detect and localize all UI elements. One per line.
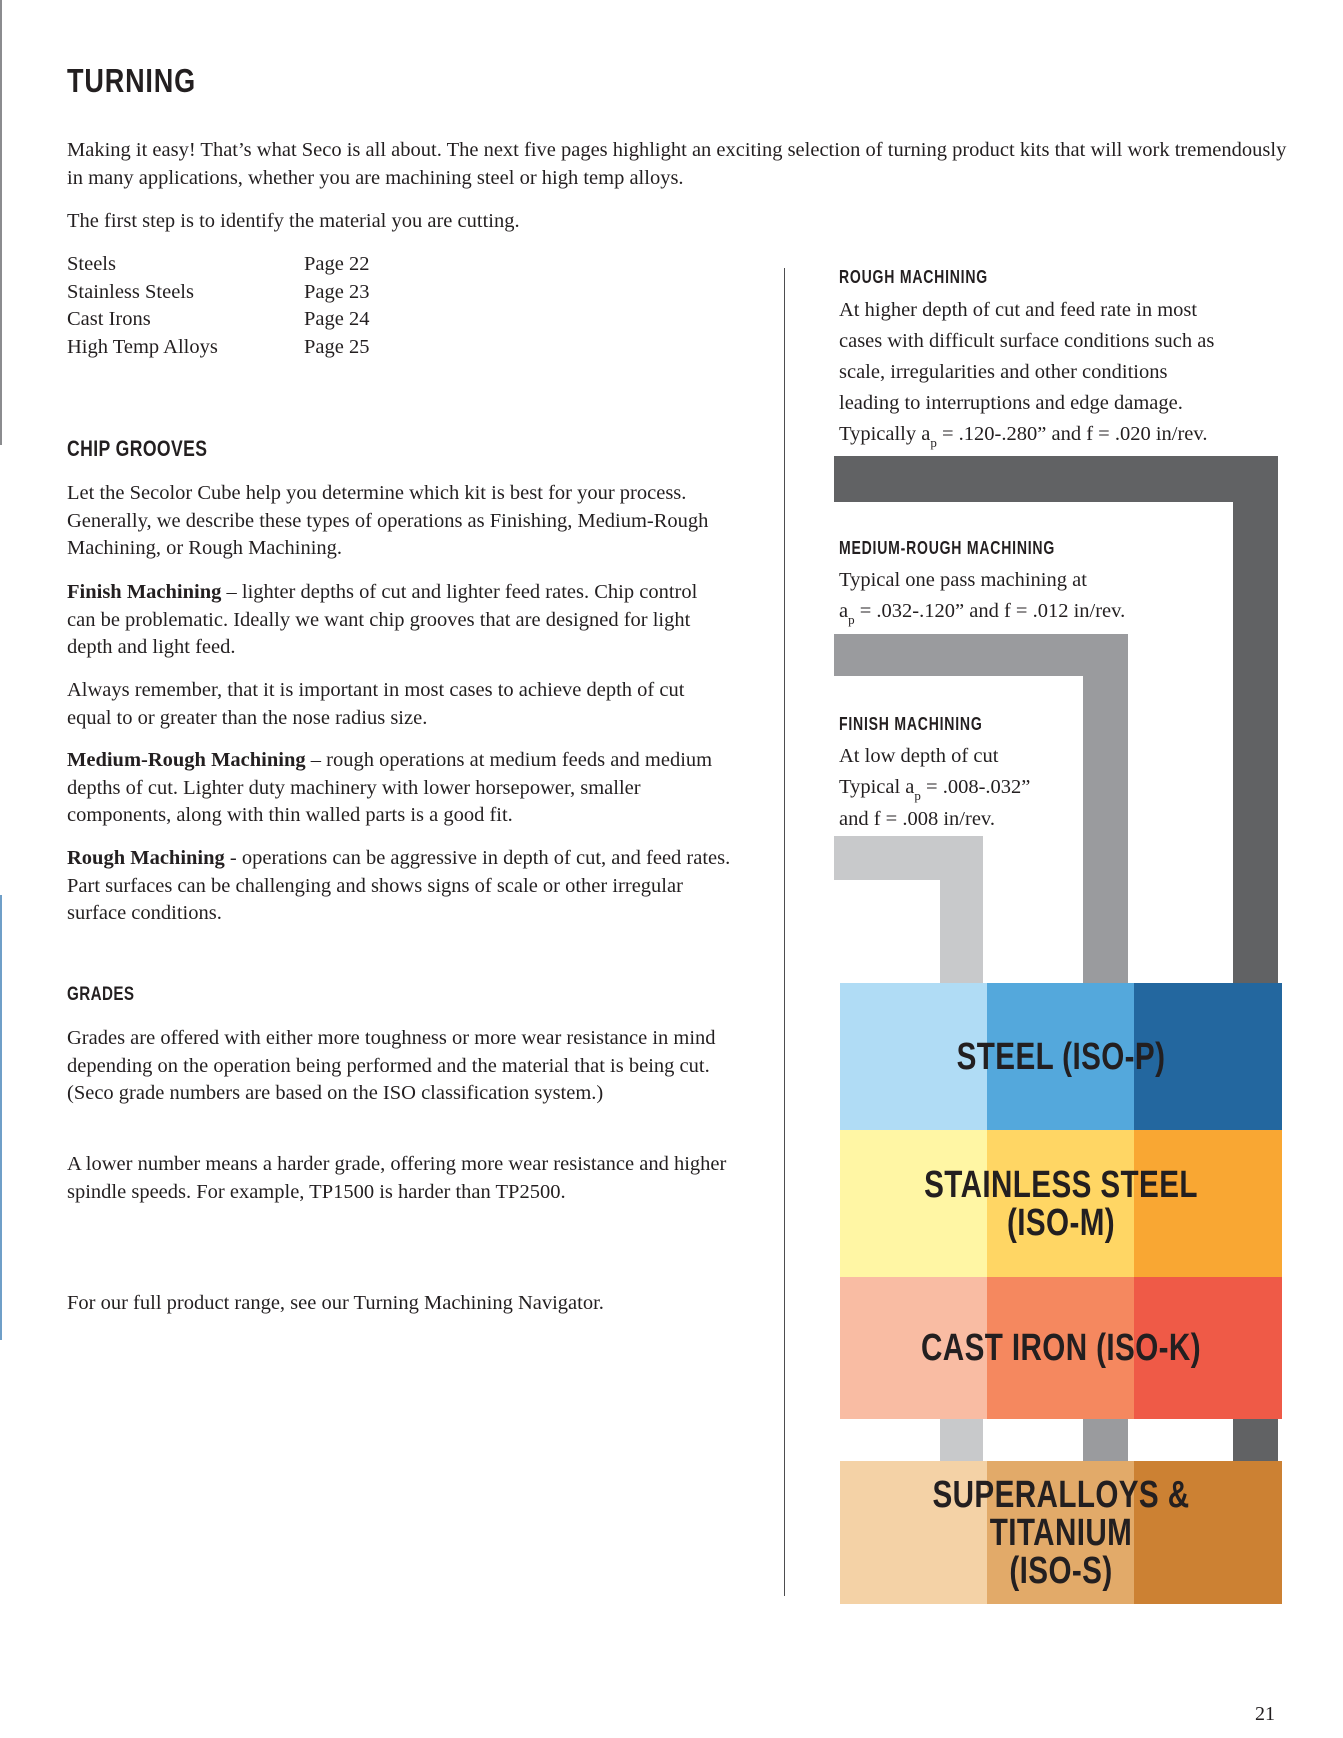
page-number: 21 <box>1255 1703 1275 1725</box>
grades-heading: GRADES <box>67 984 135 1005</box>
rough-line-1: At higher depth of cut and feed rate in most <box>839 299 1198 321</box>
finish-line-2-b: = .008-.032” <box>920 776 1031 798</box>
finish-line-3: and f = .008 in/rev. <box>839 808 995 830</box>
medium-rough-description <box>839 565 1239 628</box>
material-page: Page 23 <box>304 280 370 303</box>
grades-paragraph-2: A lower number means a harder grade, offering more wear resistance and higher spindle speeds. For example, TP1500 is harder than TP2500. <box>67 1153 727 1203</box>
rough-machining-paragraph <box>67 845 747 928</box>
material-list <box>67 251 369 361</box>
medium-line-1: Typical one pass machining at <box>839 569 1087 591</box>
finish-machining-paragraph <box>67 579 727 662</box>
band-superalloys-label-line-2: (ISO-S) <box>1009 1549 1113 1592</box>
band-superalloys-label <box>889 1461 1234 1604</box>
material-row <box>67 251 369 279</box>
finish-machining-term: Finish Machining <box>67 581 222 603</box>
intro-paragraph: Making it easy! That’s what Seco is all about. The next five pages highlight an exciting selection of turning product kits that will work tremendously in many applications, whether you are machining steel or high temp alloys. <box>67 139 1287 189</box>
finish-line-1: At low depth of cut <box>839 745 999 767</box>
left-edge-line-blue <box>0 895 2 1340</box>
finish-line-2-sub: p <box>914 788 921 803</box>
medium-machining-paragraph <box>67 747 747 830</box>
rough-machining-description <box>839 295 1279 451</box>
remember-paragraph: Always remember, that it is important in most cases to achieve depth of cut equal to or greater than the nose radius size. <box>67 679 685 729</box>
material-name: Steels <box>67 253 116 275</box>
chip-grooves-heading: CHIP GROOVES <box>67 436 208 461</box>
medium-line-2-a: a <box>839 600 849 622</box>
first-step-text: The first step is to identify the material you are cutting. <box>67 210 520 232</box>
finish-line-2 <box>839 772 1079 804</box>
finish-machining-title: FINISH MACHINING <box>839 714 983 734</box>
left-edge-line-gray <box>0 0 2 445</box>
rough-bracket-top <box>834 456 1278 502</box>
rough-machining-text: - operations can be aggressive in depth of cut, and feed rates. Part surfaces can be challenging and shows signs of scale or other irregular surface conditions. <box>67 847 731 924</box>
chip-grooves-intro: Let the Secolor Cube help you determine which kit is best for your process. Generally, we describe these types of operations as Finishing, Medium-Rough Machining, or Rough Machining. <box>67 482 709 559</box>
finish-line-2-a: Typical a <box>839 776 915 798</box>
rough-machining-title: ROUGH MACHINING <box>839 267 988 287</box>
band-stainless-label: STAINLESS STEEL (ISO-M) <box>924 1163 1198 1244</box>
medium-machining-term: Medium-Rough Machining <box>67 749 306 771</box>
band-stainless <box>840 1130 1282 1277</box>
band-steel <box>840 983 1282 1130</box>
rough-line-3: scale, irregularities and other conditions <box>839 361 1168 383</box>
rough-line-5-a: Typically a <box>839 423 931 445</box>
band-cast-iron-label: CAST IRON (ISO-K) <box>921 1327 1201 1369</box>
rough-machining-term: Rough Machining <box>67 847 225 869</box>
rough-line-4: leading to interruptions and edge damage. <box>839 392 1183 414</box>
grades-paragraph-1: Grades are offered with either more toughness or more wear resistance in mind depending on the operation being performed and the material that is being cut. (Seco grade numbers are based on the ISO classification system.) <box>67 1027 716 1104</box>
material-name: Cast Irons <box>67 308 151 330</box>
finish-machining-text: – lighter depths of cut and lighter feed rates. Chip control can be problematic. Ideally we want chip grooves that are designed for light depth and light feed. <box>67 581 698 658</box>
medium-line-2-sub: p <box>848 612 855 627</box>
rough-line-2: cases with difficult surface conditions such as <box>839 330 1215 352</box>
material-page: Page 25 <box>304 335 370 358</box>
page-title: TURNING <box>67 62 197 99</box>
medium-line-2-b: = .032-.120” and f = .012 in/rev. <box>854 600 1126 622</box>
navigator-text: For our full product range, see our Turning Machining Navigator. <box>67 1292 604 1314</box>
material-row <box>67 279 369 307</box>
column-divider <box>784 268 785 1596</box>
rough-line-5-sub: p <box>930 435 937 450</box>
medium-line-2 <box>839 596 1239 628</box>
band-steel-label: STEEL (ISO-P) <box>956 1035 1166 1078</box>
medium-rough-machining-title: MEDIUM-ROUGH MACHINING <box>839 538 1056 558</box>
material-page: Page 24 <box>304 308 370 330</box>
rough-line-5 <box>839 419 1279 451</box>
rough-line-5-b: = .120-.280” and f = .020 in/rev. <box>936 423 1208 445</box>
medium-machining-text: – rough operations at medium feeds and medium depths of cut. Lighter duty machinery with lower horsepower, smaller components, along with thin walled parts is a good fit. <box>67 749 713 826</box>
material-row <box>67 334 369 362</box>
band-cast-iron <box>840 1277 1282 1419</box>
band-superalloys-label-line-1: SUPERALLOYS & TITANIUM <box>932 1473 1190 1554</box>
finish-description <box>839 741 1079 835</box>
material-row <box>67 306 369 334</box>
material-name: High Temp Alloys <box>67 335 218 358</box>
material-page: Page 22 <box>304 253 370 275</box>
material-name: Stainless Steels <box>67 280 194 303</box>
band-superalloys <box>840 1461 1282 1604</box>
